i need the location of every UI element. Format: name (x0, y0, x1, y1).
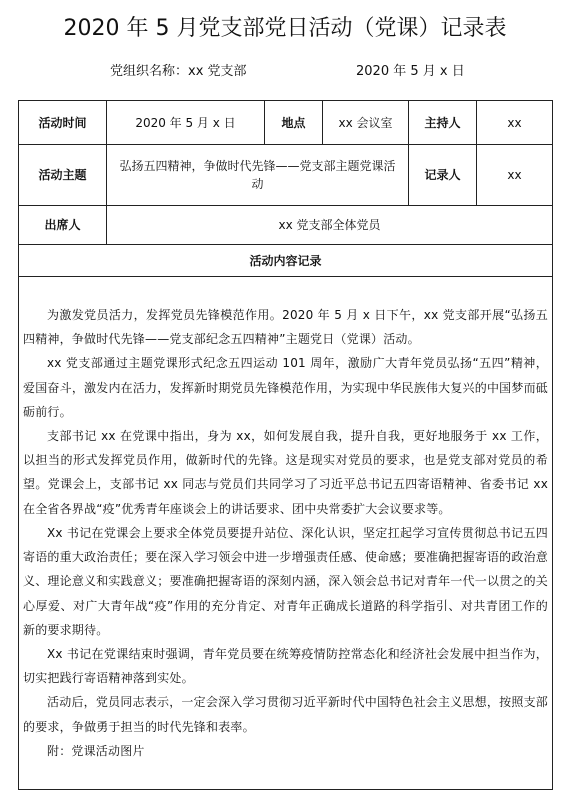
theme-value: 弘扬五四精神，争做时代先锋——党支部主题党课活动 (107, 145, 409, 206)
content-paragraph: 支部书记 xx 在党课中指出，身为 xx，如何发展自我，提升自我，更好地服务于 xx 工作，以担当的形式发挥党员作用，做新时代的先锋。这是现实对党员的要求，也是党支部对党员的希望。党课会上，支部书记 xx 同志与党员们共同学习了习近平总书记五四寄语精神、省委书记 xx 在全省各界战“疫”优秀青年座谈会上的讲话要求、团中央常委扩大会议要求等。 (23, 429, 548, 516)
host-label: 主持人 (409, 101, 477, 145)
row-attendees (19, 206, 553, 245)
content-paragraph: Xx 书记在党课结束时强调，青年党员要在统筹疫情防控常态化和经济社会发展中担当作为，切实把践行寄语精神落到实处。 (23, 646, 548, 686)
page-title: 2020 年 5 月党支部党日活动（党课）记录表 (63, 16, 507, 41)
recorder-label: 记录人 (409, 145, 477, 206)
record-date: 2020 年 5 月 x 日 (356, 64, 465, 79)
content-body (19, 277, 553, 790)
record-table (18, 100, 553, 790)
place-label: 地点 (265, 101, 323, 145)
content-paragraph: 活动后，党员同志表示，一定会深入学习贯彻习近平新时代中国特色社会主义思想，按照支部的要求，争做勇于担当的时代先锋和表率。 (23, 695, 548, 734)
place-value: xx 会议室 (323, 101, 409, 145)
content-paragraph: xx 党支部通过主题党课形式纪念五四运动 101 周年，激励广大青年党员弘扬“五四”精神，爱国奋斗，激发内在活力，发挥新时期党员先锋模范作用，为实现中华民族伟大复兴的中国梦而砥砺前行。 (23, 356, 548, 419)
theme-label: 活动主题 (19, 145, 107, 206)
row-content-header (19, 245, 553, 277)
row-time (19, 101, 553, 145)
attendees-value: xx 党支部全体党员 (107, 206, 553, 245)
row-theme (19, 145, 553, 206)
content-header: 活动内容记录 (19, 245, 553, 277)
content-paragraph: Xx 书记在党课会上要求全体党员要提升站位、深化认识，坚定扛起学习宣传贯彻总书记五四寄语的重大政治责任；要在深入学习领会中进一步增强责任感、使命感；要准确把握寄语的政治意义、理论意义和实践意义；要准确把握寄语的深刻内涵，深入领会总书记对青年一代一以贯之的关心厚爱、对广大青年战“疫”作用的充分肯定、对青年正确成长道路的科学指引、对共青团工作的新的要求期待。 (23, 525, 548, 637)
attendees-label: 出席人 (19, 206, 107, 245)
row-content (19, 277, 553, 790)
time-label: 活动时间 (19, 101, 107, 145)
host-value: xx (477, 101, 553, 145)
content-paragraph: 为激发党员活力，发挥党员先锋模范作用。2020 年 5 月 x 日下午，xx 党支部开展“弘扬五四精神，争做时代先锋——党支部纪念五四精神”主题党日（党课）活动。 (23, 308, 548, 347)
attachment-note: 附：党课活动图片 (47, 743, 145, 758)
time-value: 2020 年 5 月 x 日 (107, 101, 265, 145)
org-name: 党组织名称：xx 党支部 (110, 64, 247, 79)
recorder-value: xx (477, 145, 553, 206)
